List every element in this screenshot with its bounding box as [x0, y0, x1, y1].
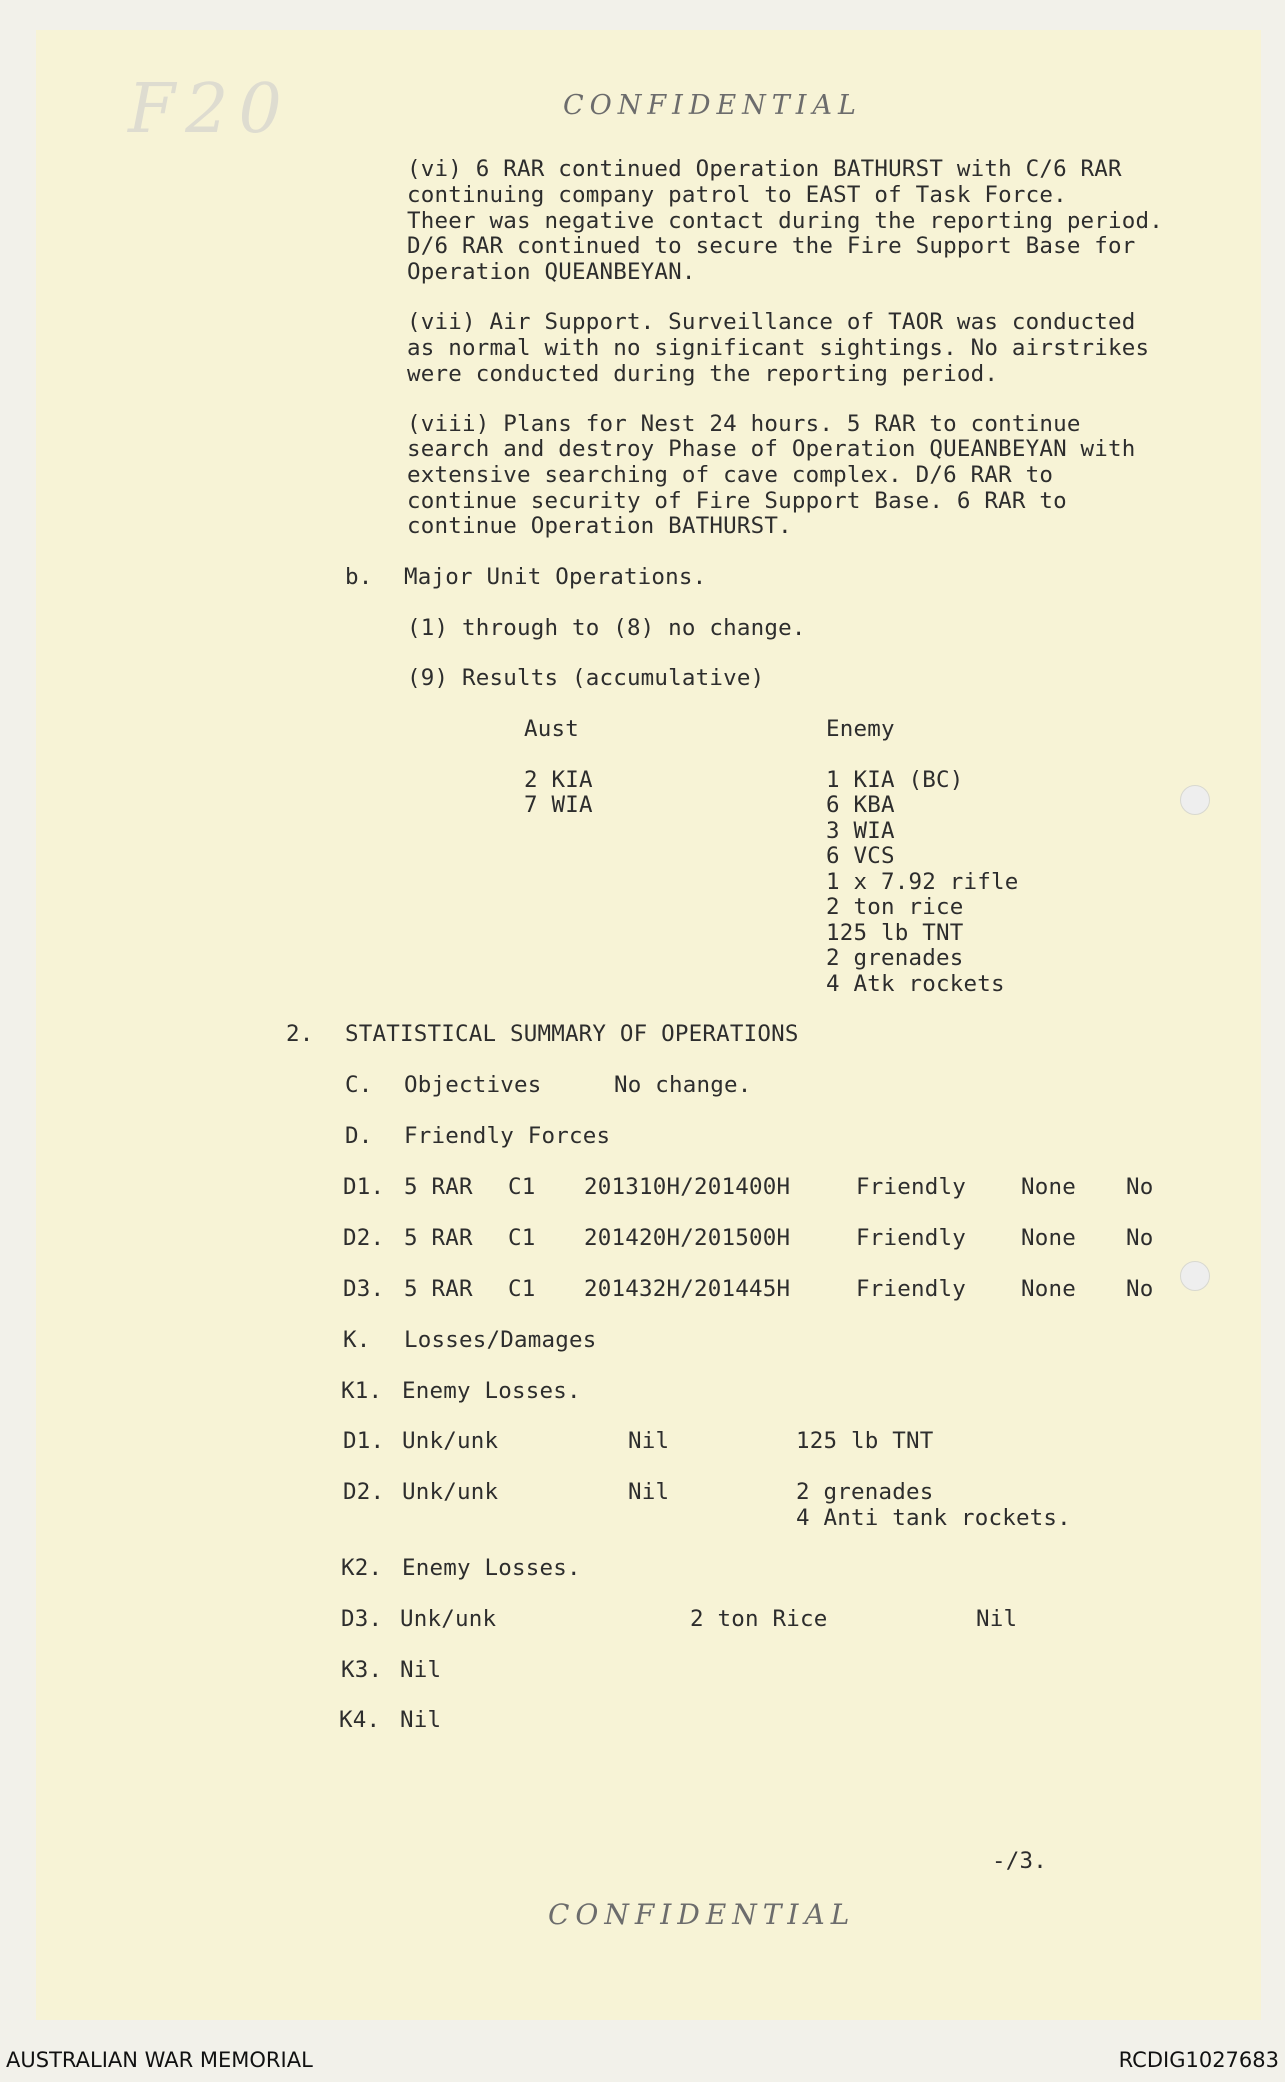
footer-right: RCDIG1027683 [1118, 2048, 1279, 2072]
enemy-result: 2 grenades [826, 945, 964, 971]
d-row-status: Friendly [856, 1276, 966, 1302]
enemy-result: 3 WIA [826, 818, 895, 844]
k2-code: K2. [341, 1555, 383, 1581]
enemy-result: 1 x 7.92 rifle [826, 869, 1019, 895]
para-vii-line-3: were conducted during the reporting period. [407, 361, 999, 387]
aust-header: Aust [524, 716, 579, 742]
d-row-time: 201420H/201500H [584, 1225, 791, 1251]
k4-code: K4. [339, 1707, 381, 1733]
k2-row-code: D3. [341, 1606, 383, 1632]
objectives-label: Objectives [404, 1072, 542, 1098]
d-row-grid: C1 [508, 1276, 536, 1302]
d-row-loss: None [1021, 1174, 1076, 1200]
enemy-result: 4 Atk rockets [826, 971, 1005, 997]
k1-row-who: Unk/unk [402, 1428, 499, 1454]
footer-left: AUSTRALIAN WAR MEMORIAL [6, 2048, 313, 2072]
d-row-code: D3. [343, 1276, 385, 1302]
d-row-flag: No [1126, 1174, 1154, 1200]
para-vi-line-5: Operation QUEANBEYAN. [407, 259, 696, 285]
losses-code: K. [343, 1327, 371, 1353]
d-row-time: 201432H/201445H [584, 1276, 791, 1302]
k4-value: Nil [400, 1707, 442, 1733]
major-unit-label: b. [345, 564, 373, 590]
k1-row-nil: Nil [628, 1479, 670, 1505]
k1-row-code: D1. [343, 1428, 385, 1454]
d-row-status: Friendly [856, 1225, 966, 1251]
section-2-title: STATISTICAL SUMMARY OF OPERATIONS [345, 1021, 799, 1047]
d-row-unit: 5 RAR [404, 1225, 473, 1251]
punch-hole [1180, 785, 1210, 815]
d-row-unit: 5 RAR [404, 1174, 473, 1200]
k1-row-item: 4 Anti tank rockets. [796, 1505, 1071, 1531]
k1-row-item: 2 grenades [796, 1479, 934, 1505]
para-viii-line-4: continue security of Fire Support Base. 6 RAR to [407, 488, 1067, 514]
k1-row-who: Unk/unk [402, 1479, 499, 1505]
page-continuation: -/3. [992, 1848, 1047, 1874]
para-vi-line-4: D/6 RAR continued to secure the Fire Support Base for [407, 233, 1136, 259]
aust-result: 7 WIA [524, 792, 593, 818]
friendly-forces-code: D. [345, 1123, 373, 1149]
k3-code: K3. [341, 1657, 383, 1683]
d-row-flag: No [1126, 1225, 1154, 1251]
d-row-code: D1. [343, 1174, 385, 1200]
confidential-mark-bottom: CONFIDENTIAL [548, 1898, 856, 1931]
enemy-result: 125 lb TNT [826, 920, 964, 946]
item-1-8: (1) through to (8) no change. [407, 615, 806, 641]
d-row-code: D2. [343, 1225, 385, 1251]
enemy-result: 6 KBA [826, 792, 895, 818]
enemy-result: 1 KIA (BC) [826, 767, 964, 793]
k1-row-item: 125 lb TNT [796, 1428, 934, 1454]
k1-row-nil: Nil [628, 1428, 670, 1454]
punch-hole [1180, 1261, 1210, 1291]
para-vi-line-2: continuing company patrol to EAST of Task Force. [407, 182, 1067, 208]
k1-row-code: D2. [343, 1479, 385, 1505]
corner-archive-mark: F20 [128, 70, 292, 149]
para-viii-line-1: (viii) Plans for Nest 24 hours. 5 RAR to continue [407, 411, 1081, 437]
objectives-value: No change. [614, 1072, 752, 1098]
para-vi-line-3: Theer was negative contact during the reporting period. [407, 208, 1164, 234]
k2-row-who: Unk/unk [400, 1606, 497, 1632]
aust-result: 2 KIA [524, 767, 593, 793]
section-2-number: 2. [286, 1021, 314, 1047]
d-row-grid: C1 [508, 1225, 536, 1251]
k1-label: Enemy Losses. [402, 1378, 581, 1404]
k1-code: K1. [341, 1378, 383, 1404]
k2-row-item: 2 ton Rice [690, 1606, 828, 1632]
enemy-result: 6 VCS [826, 843, 895, 869]
para-vii-line-1: (vii) Air Support. Surveillance of TAOR was conducted [407, 309, 1136, 335]
para-vii-line-2: as normal with no significant sightings. No airstrikes [407, 335, 1150, 361]
para-viii-line-3: extensive searching of cave complex. D/6 RAR to [407, 462, 1054, 488]
d-row-flag: No [1126, 1276, 1154, 1302]
para-vi-line-1: (vi) 6 RAR continued Operation BATHURST with C/6 RAR [407, 156, 1122, 182]
k3-value: Nil [400, 1657, 442, 1683]
confidential-mark-top: CONFIDENTIAL [563, 90, 862, 121]
d-row-status: Friendly [856, 1174, 966, 1200]
k2-row-nil: Nil [976, 1606, 1018, 1632]
d-row-grid: C1 [508, 1174, 536, 1200]
enemy-result: 2 ton rice [826, 894, 964, 920]
major-unit-title: Major Unit Operations. [404, 564, 707, 590]
d-row-loss: None [1021, 1225, 1076, 1251]
friendly-forces-label: Friendly Forces [404, 1123, 611, 1149]
d-row-unit: 5 RAR [404, 1276, 473, 1302]
enemy-header: Enemy [826, 716, 895, 742]
losses-label: Losses/Damages [404, 1327, 597, 1353]
item-9: (9) Results (accumulative) [407, 665, 765, 691]
d-row-loss: None [1021, 1276, 1076, 1302]
para-viii-line-2: search and destroy Phase of Operation QUEANBEYAN with [407, 436, 1136, 462]
objectives-code: C. [345, 1072, 373, 1098]
d-row-time: 201310H/201400H [584, 1174, 791, 1200]
k2-label: Enemy Losses. [402, 1555, 581, 1581]
para-viii-line-5: continue Operation BATHURST. [407, 513, 792, 539]
